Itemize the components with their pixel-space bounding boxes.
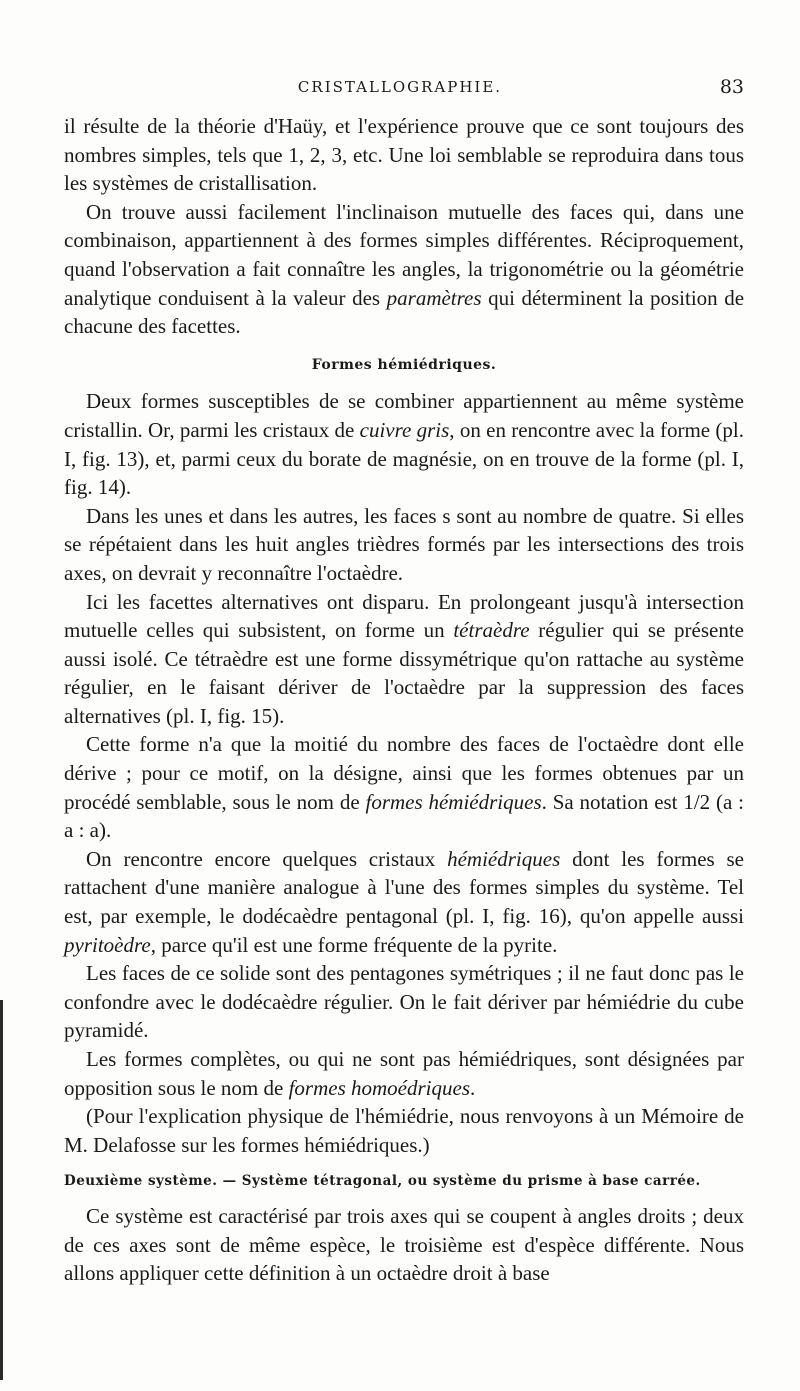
paragraph-6 <box>64 730 744 844</box>
paragraph-text: dont les formes se rattachent d'une manière analogue à l'une des formes simples du système. Tel est, par exemple, le dodécaèdre pentagonal (pl. I, fig. 16), qu'on appelle aussi <box>64 846 744 929</box>
body-text <box>64 112 744 1288</box>
section-heading-hemihedral: Formes hémiédriques. <box>311 356 497 373</box>
paragraph-5 <box>64 588 744 731</box>
paragraph-text: . <box>470 1075 476 1100</box>
paragraph-text: , parce qu'il est une forme fréquente de la pyrite. <box>150 932 558 957</box>
running-head <box>0 76 800 100</box>
paragraph-text: On rencontre encore quelques cristaux <box>86 846 448 871</box>
paragraph-text: régulier qui se présente aussi isolé. Ce tétraèdre est une forme dissymétrique qu'on rattache au système régulier, en le faisant dériver de l'octaèdre par la suppression des faces alternatives (pl. I, fig. 15). <box>64 618 744 728</box>
paragraph-7 <box>64 845 744 959</box>
paragraph-3 <box>64 387 744 501</box>
paragraph-text: Les formes complètes, ou qui ne sont pas hémiédriques, sont désignées par opposition sous le nom de <box>64 1047 744 1100</box>
paragraph-text: On trouve aussi facilement l'inclinaison mutuelle des faces qui, dans une combinaison, appartiennent à des formes simples différentes. Réciproquement, quand l'observation a fait connaître les angles, la trigonométrie ou la géométrie analytique conduisent à la valeur des <box>64 199 744 310</box>
paragraph-text: Ici les facettes alternatives ont disparu. En prolongeant jusqu'à intersection mutuelle celles qui subsistent, on forme un <box>64 589 744 643</box>
paragraph-text: Les faces de ce solide sont des pentagones symétriques ; il ne faut donc pas le confondre avec le dodécaèdre régulier. On le fait dériver par hémiédrie du cube pyramidé. <box>64 961 744 1043</box>
italic-term: tétraèdre <box>453 618 530 643</box>
italic-term: formes homoédriques <box>288 1075 470 1100</box>
paragraph-text: qui déterminent la position de chacune des facettes. <box>64 285 745 339</box>
paragraph-text: Ce système est caractérisé par trois axes qui se coupent à angles droits ; deux de ces axes sont de même espèce, le troisième est d'espèce différente. Nous allons appliquer cette définition à un octaèdre droit à base <box>64 1203 744 1286</box>
italic-term: cuivre gris <box>359 417 450 442</box>
paragraph-10 <box>64 1102 744 1159</box>
paragraph-8 <box>64 959 744 1045</box>
paragraph-text: Cette forme n'a que la moitié du nombre des faces de l'octaèdre dont elle dérive ; pour ce motif, on la désigne, ainsi que les formes obtenues par un procédé semblable, sous le nom de <box>64 732 744 814</box>
italic-term: formes hémiédriques <box>365 789 542 814</box>
paragraph-text: Deux formes susceptibles de se combiner appartiennent au même système cristallin. Or, parmi les cristaux de <box>64 389 744 442</box>
paragraph-11 <box>64 1202 744 1288</box>
paragraph-4 <box>64 502 744 588</box>
paragraph-text: , on en rencontre avec la forme (pl. I, fig. 13), et, parmi ceux du borate de magnésie, on en trouve de la forme (pl. I, fig. 14). <box>64 417 744 500</box>
paragraph-text: . Sa notation est 1/2 (a : a : a). <box>64 789 744 843</box>
paragraph-1 <box>64 112 744 198</box>
paragraph-text: Dans les unes et dans les autres, les faces s sont au nombre de quatre. Si elles se répétaient dans les huit angles trièdres formés par les intersections des trois axes, on devrait y reconnaître l'octaèdre. <box>64 503 744 585</box>
paragraph-text: il résulte de la théorie d'Haüy, et l'expérience prouve que ce sont toujours des nombres simples, tels que 1, 2, 3, etc. Une loi semblable se reproduira dans tous les systèmes de cristallisation. <box>64 114 744 196</box>
italic-term: hémiédriques <box>447 846 561 871</box>
scan-edge-shadow <box>0 1000 3 1380</box>
running-title: CRISTALLOGRAPHIE. <box>297 78 503 96</box>
paragraph-text: (Pour l'explication physique de l'hémiédrie, nous renvoyons à un Mémoire de M. Delafosse sur les formes hémiédriques.) <box>64 1104 744 1157</box>
section-heading-tetragonal: Deuxième système. — Système tétragonal, ou système du prisme à base carrée. <box>64 1173 701 1190</box>
paragraph-2 <box>64 198 744 341</box>
italic-term: paramètres <box>386 285 482 310</box>
italic-term: pyritoèdre <box>64 932 151 957</box>
paragraph-9 <box>64 1045 744 1102</box>
page-number: 83 <box>719 76 744 98</box>
